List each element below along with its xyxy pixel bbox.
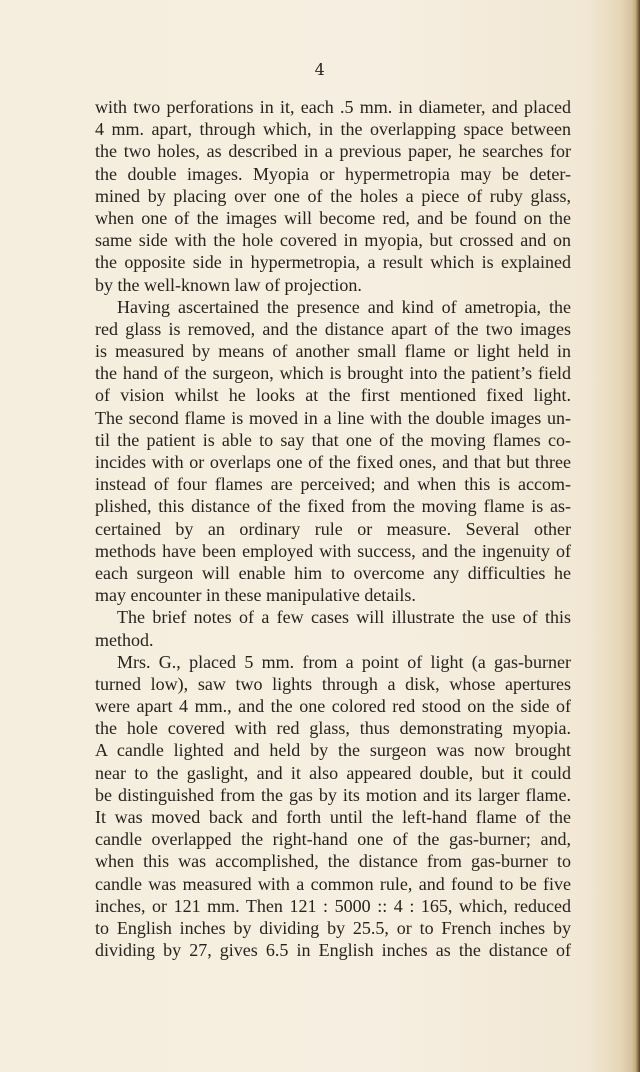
text-line: certained by an ordinary rule or measure. Several other: [95, 518, 571, 539]
body-text: [95, 96, 571, 961]
text-line: dividing by 27, gives 6.5 in English inches as the distance of: [95, 940, 571, 961]
text-line: the hole covered with red glass, thus demonstrating myopia.: [95, 718, 571, 739]
text-line: incides with or overlaps one of the fixed ones, and that but three: [95, 452, 571, 472]
text-line: The second flame is moved in a line with the double images un-: [95, 407, 571, 428]
text-line: 4 mm. apart, through which, in the overlapping space between: [95, 119, 571, 140]
text-line: Mrs. G., placed 5 mm. from a point of light (a gas-burner: [117, 651, 571, 672]
text-line: plished, this distance of the fixed from the moving flame is as-: [95, 496, 571, 517]
text-line: with two perforations in it, each .5 mm. in diameter, and placed: [95, 97, 571, 117]
page-edge-shadow: [632, 0, 640, 1072]
text-line: near to the gaslight, and it also appeared double, but it could: [95, 762, 571, 783]
text-line: the two holes, as described in a previous paper, he searches for: [95, 141, 571, 162]
text-line: red glass is removed, and the distance apart of the two images: [95, 318, 571, 339]
text-line: were apart 4 mm., and the one colored red stood on the side of: [95, 696, 571, 717]
text-line: mined by placing over one of the holes a piece of ruby glass,: [95, 185, 571, 206]
text-line: methods have been employed with success, and the ingenuity of: [95, 540, 571, 561]
text-line: the opposite side in hypermetropia, a result which is explained: [95, 252, 571, 273]
text-line: when this was accomplished, the distance from gas-burner to: [95, 851, 571, 872]
text-line: turned low), saw two lights through a disk, whose apertures: [95, 673, 571, 694]
text-line: It was moved back and forth until the left-hand flame of the: [95, 807, 571, 827]
text-line: inches, or 121 mm. Then 121 : 5000 :: 4 : 165, which, reduced: [95, 895, 571, 916]
text-line: same side with the hole covered in myopia, but crossed and on: [95, 230, 571, 251]
text-line: is measured by means of another small flame or light held in: [95, 341, 571, 362]
text-line: when one of the images will become red, and be found on the: [95, 207, 571, 228]
text-line: each surgeon will enable him to overcome any difficulties he: [95, 562, 571, 583]
text-line: til the patient is able to say that one of the moving flames co-: [95, 429, 571, 450]
page-number: 4: [314, 60, 326, 79]
text-line: candle was measured with a common rule, and found to be five: [95, 873, 571, 894]
text-line: method.: [95, 629, 154, 650]
text-line: Having ascertained the presence and kind of ametropia, the: [117, 296, 571, 317]
text-line: by the well-known law of projection.: [95, 274, 362, 295]
text-line: The brief notes of a few cases will illustrate the use of this: [117, 607, 571, 628]
text-line: the double images. Myopia or hypermetropia may be deter-: [95, 163, 571, 184]
text-line: candle overlapped the right-hand one of the gas-burner; and,: [95, 829, 571, 850]
text-line: A candle lighted and held by the surgeon was now brought: [95, 740, 571, 761]
text-line: may encounter in these manipulative details.: [95, 585, 416, 606]
text-line: the hand of the surgeon, which is brought into the patient’s field: [95, 363, 571, 384]
text-line: instead of four flames are perceived; and when this is accom-: [95, 474, 571, 495]
text-line: be distinguished from the gas by its motion and its larger flame.: [95, 784, 571, 805]
text-line: to English inches by dividing by 25.5, or to French inches by: [95, 917, 571, 938]
text-line: of vision whilst he looks at the first mentioned fixed light.: [95, 385, 571, 406]
